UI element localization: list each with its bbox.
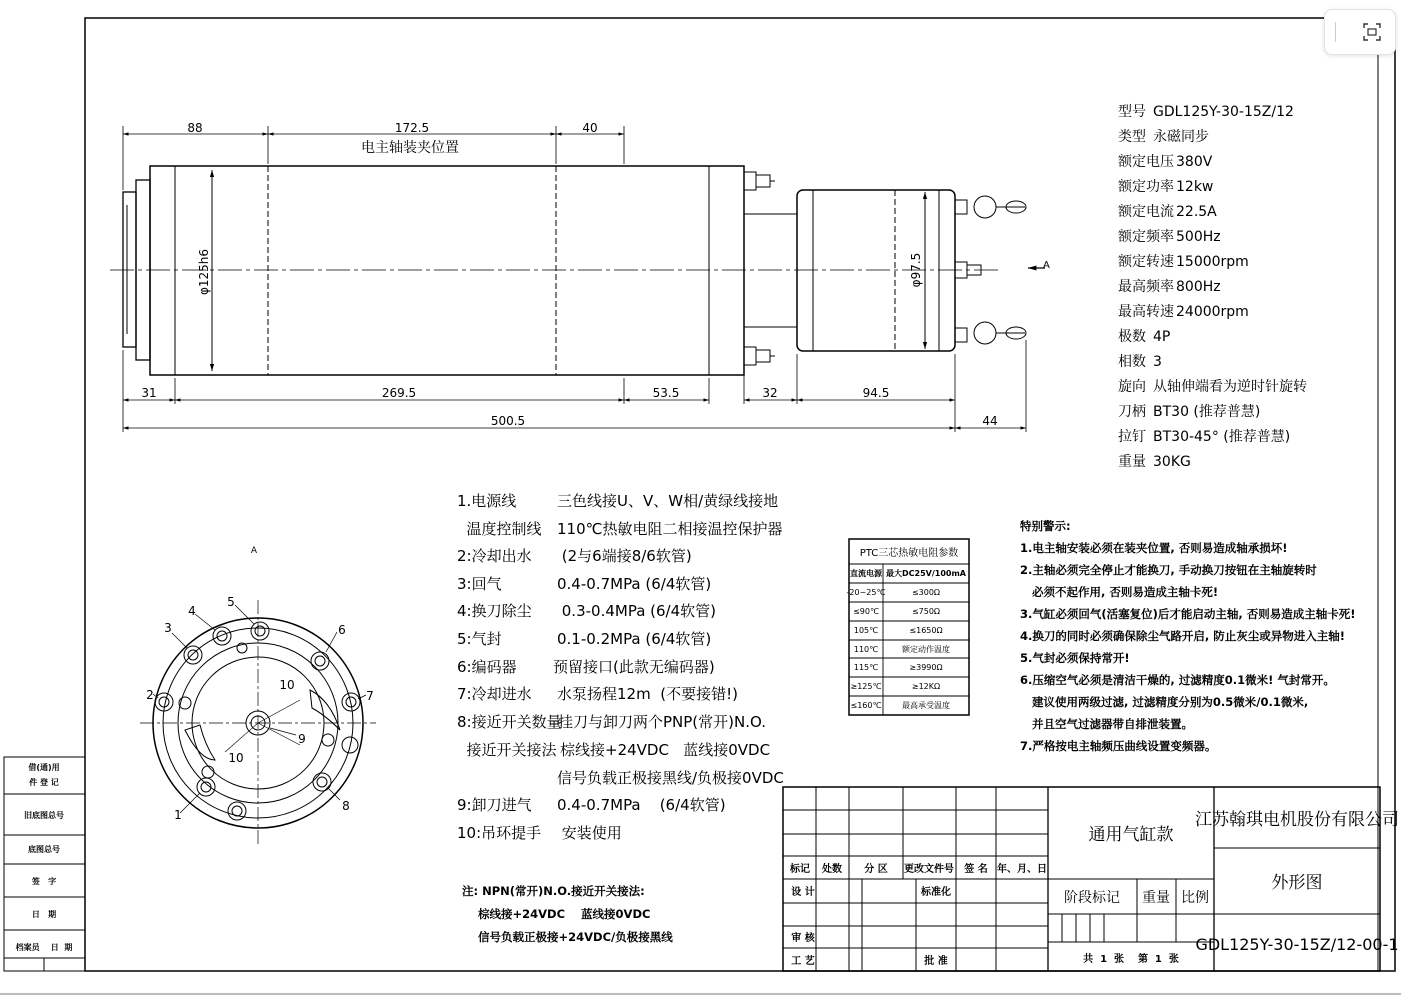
spec-row (1118, 378, 1307, 395)
svg-text:标记: 标记 (790, 864, 810, 875)
svg-text:拉钉: 拉钉 (1118, 429, 1146, 445)
svg-text:件 登 记: 件 登 记 (29, 778, 59, 787)
svg-text:阶段标记: 阶段标记 (1064, 890, 1120, 906)
svg-text:日 期: 日 期 (31, 910, 57, 919)
svg-text:旋向: 旋向 (1118, 379, 1146, 395)
svg-text:刀柄: 刀柄 (1118, 404, 1146, 420)
dimension-lines (123, 126, 1026, 432)
port-label: 8 (342, 799, 350, 813)
svg-text:1.电源线: 1.电源线 (457, 492, 517, 510)
connection-row (457, 630, 711, 648)
svg-text:旧底图总号: 旧底图总号 (24, 811, 64, 820)
spec-row (1118, 328, 1170, 345)
side-block-labels (16, 762, 73, 952)
toolbar-divider (1335, 22, 1336, 42)
svg-text:设 计: 设 计 (791, 887, 815, 898)
svg-text:更改文件号: 更改文件号 (904, 864, 954, 875)
ptc-cell: ≤90℃ (853, 607, 879, 616)
svg-text:类型: 类型 (1118, 129, 1146, 145)
svg-text:7.严格按电主轴频压曲线设置变频器。: 7.严格按电主轴频压曲线设置变频器。 (1020, 739, 1217, 753)
svg-text:接近开关接法: 接近开关接法 (457, 741, 557, 759)
svg-text:从轴伸端看为逆时针旋转: 从轴伸端看为逆时针旋转 (1153, 379, 1307, 395)
svg-text:额定功率: 额定功率 (1118, 179, 1174, 195)
svg-text:0.1-0.2MPa (6/4软管): 0.1-0.2MPa (6/4软管) (557, 630, 712, 648)
svg-text:建议使用两级过滤, 过滤精度分别为0.5微米/0.1微米,: 建议使用两级过滤, 过滤精度分别为0.5微米/0.1微米, (1020, 695, 1309, 709)
ptc-header: 直流电源 (850, 569, 882, 578)
port-label: 1 (174, 808, 182, 822)
port-label: 9 (298, 732, 306, 746)
svg-text:批 准: 批 准 (924, 956, 948, 967)
dim-text-31: 31 (141, 386, 157, 400)
svg-text:共 1 张 第 1 张: 共 1 张 第 1 张 (1083, 954, 1179, 965)
svg-text:最高频率: 最高频率 (1118, 279, 1174, 295)
svg-text:额定电流: 额定电流 (1118, 204, 1174, 220)
port-label: 10 (279, 678, 295, 692)
ptc-cell: ≤300Ω (911, 588, 941, 597)
port-label: 2 (146, 688, 154, 702)
svg-text:0.3-0.4MPa (6/4软管): 0.3-0.4MPa (6/4软管) (557, 602, 717, 620)
connection-row (457, 824, 622, 842)
ptc-cell: ≥3990Ω (909, 663, 943, 672)
dim-text-53-5: 53.5 (652, 386, 680, 400)
svg-text:安装使用: 安装使用 (557, 824, 622, 842)
svg-text:棕线接+24VDC 蓝线接0VDC: 棕线接+24VDC 蓝线接0VDC (462, 907, 651, 921)
svg-text:温度控制线: 温度控制线 (457, 520, 542, 538)
svg-text:3:回气: 3:回气 (457, 575, 502, 593)
warnings-title: 特别警示: (1020, 519, 1071, 533)
svg-text:处数: 处数 (822, 864, 842, 875)
connection-row (457, 658, 715, 676)
svg-text:5.气封必须保持常开!: 5.气封必须保持常开! (1020, 651, 1130, 665)
svg-text:800Hz: 800Hz (1176, 279, 1221, 295)
ptc-cell: -20~25℃ (846, 588, 886, 597)
svg-text:12kw: 12kw (1176, 179, 1214, 195)
svg-text:底图总号: 底图总号 (28, 845, 60, 854)
fullscreen-icon (1363, 23, 1381, 41)
ptc-table-title: PTC三芯热敏电阻参数 (859, 548, 959, 559)
connection-row (457, 741, 770, 759)
ptc-cell: 115℃ (853, 663, 879, 672)
svg-text:9:卸刀进气: 9:卸刀进气 (457, 796, 532, 814)
svg-text:10:吊环提手: 10:吊环提手 (457, 824, 542, 842)
fullscreen-button[interactable] (1324, 9, 1396, 55)
connection-row (457, 520, 782, 538)
side-registration-block (4, 757, 85, 971)
svg-text:极数: 极数 (1118, 329, 1146, 345)
connection-notes (457, 492, 784, 842)
drawing-name: 外形图 (1271, 873, 1323, 893)
dim-text-172-5: 172.5 (394, 121, 430, 135)
port-label: 7 (366, 689, 374, 703)
company-name: 江苏翰琪电机股份有限公司 (1195, 810, 1399, 830)
connection-row (457, 685, 738, 703)
spec-row (1118, 253, 1249, 270)
svg-text:重量: 重量 (1142, 890, 1170, 906)
svg-text:棕线接+24VDC 蓝线接0VDC: 棕线接+24VDC 蓝线接0VDC (560, 741, 771, 759)
svg-text:档案员 日 期: 档案员 日 期 (15, 943, 73, 952)
ptc-cell: ≥125℃ (850, 682, 882, 691)
svg-text:6:编码器: 6:编码器 (457, 658, 517, 676)
svg-text:并且空气过滤器带自排泄装置。: 并且空气过滤器带自排泄装置。 (1020, 717, 1194, 731)
spec-row (1118, 454, 1191, 470)
svg-text:签 名: 签 名 (964, 864, 988, 875)
dim-text-40: 40 (582, 121, 598, 135)
port-label: 4 (188, 604, 196, 618)
dia-motor-label: φ97.5 (909, 252, 923, 288)
svg-text:3: 3 (1153, 354, 1162, 370)
spindle-side-view (110, 166, 1045, 375)
svg-text:4P: 4P (1153, 329, 1171, 345)
svg-text:审 核: 审 核 (791, 933, 815, 944)
ptc-cell: 额定动作温度 (902, 645, 950, 654)
dia-body-label: φ125h6 (197, 248, 211, 296)
svg-text:额定转速: 额定转速 (1118, 254, 1174, 270)
svg-text:预留接口(此款无编码器): 预留接口(此款无编码器) (553, 658, 715, 676)
spec-row (1118, 403, 1260, 420)
spec-row (1118, 203, 1217, 220)
svg-text:重量: 重量 (1118, 454, 1146, 470)
ptc-cell: ≤1650Ω (909, 626, 943, 635)
dim-text-44: 44 (982, 414, 998, 428)
svg-text:标准化: 标准化 (921, 887, 951, 898)
svg-text:6.压缩空气必须是清洁干燥的, 过滤精度0.1微米! 气封常: 6.压缩空气必须是清洁干燥的, 过滤精度0.1微米! 气封常开。 (1020, 673, 1335, 687)
spec-row (1118, 428, 1290, 445)
spec-row (1118, 303, 1249, 320)
svg-text:签 字: 签 字 (31, 877, 57, 886)
svg-text:年、月、日: 年、月、日 (997, 864, 1047, 875)
svg-text:3.气缸必须回气(活塞复位)后才能启动主轴, 否则易造成主轴: 3.气缸必须回气(活塞复位)后才能启动主轴, 否则易造成主轴卡死! (1020, 607, 1356, 621)
spec-row (1118, 353, 1162, 370)
connection-row (457, 492, 778, 510)
svg-text:24000rpm: 24000rpm (1176, 304, 1249, 320)
ptc-cell: 最高承受温度 (902, 701, 950, 710)
svg-text:永磁同步: 永磁同步 (1153, 129, 1209, 145)
svg-text:信号负载正极接黑线/负极接0VDC: 信号负载正极接黑线/负极接0VDC (557, 769, 784, 787)
connection-row (457, 547, 692, 565)
connection-row (557, 769, 784, 787)
svg-text:4:换刀除尘: 4:换刀除尘 (457, 602, 532, 620)
svg-text:(2与6端接8/6软管): (2与6端接8/6软管) (557, 547, 692, 565)
svg-text:必须不起作用, 否则易造成主轴卡死!: 必须不起作用, 否则易造成主轴卡死! (1020, 585, 1219, 599)
connection-row (457, 575, 711, 593)
ptc-rows (847, 588, 950, 710)
ptc-cell: ≤160℃ (850, 701, 882, 710)
spec-row (1118, 153, 1213, 170)
ptc-cell: 110℃ (853, 645, 879, 654)
svg-text:15000rpm: 15000rpm (1176, 254, 1249, 270)
svg-text:BT30-45° (推荐普慧): BT30-45° (推荐普慧) (1153, 429, 1291, 445)
dim-text-269-5: 269.5 (381, 386, 417, 400)
svg-text:2:冷却出水: 2:冷却出水 (457, 547, 532, 565)
ptc-header: 最大DC25V/100mA (886, 569, 966, 578)
connection-row (457, 602, 716, 620)
spec-list (1118, 103, 1307, 470)
clamp-position-label: 电主轴装夹位置 (361, 140, 459, 156)
svg-text:8:接近开关数量: 8:接近开关数量 (457, 713, 562, 731)
svg-text:0.4-0.7MPa (6/4软管): 0.4-0.7MPa (6/4软管) (557, 796, 726, 814)
svg-text:110℃热敏电阻二相接温控保护器: 110℃热敏电阻二相接温控保护器 (557, 520, 783, 538)
dim-text-94-5: 94.5 (862, 386, 890, 400)
spec-row (1118, 128, 1209, 145)
svg-text:7:冷却进水: 7:冷却进水 (457, 685, 532, 703)
drawing-number: GDL125Y-30-15Z/12-00-1 (1195, 935, 1399, 954)
svg-text:信号负载正极接+24VDC/负极接黑线: 信号负载正极接+24VDC/负极接黑线 (462, 930, 673, 944)
npn-note (462, 884, 673, 944)
section-mark-a: A (1043, 260, 1050, 271)
ptc-cell: ≤750Ω (911, 607, 941, 616)
port-label: 10 (228, 751, 244, 765)
svg-text:注: NPN(常开)N.O.接近开关接法:: 注: NPN(常开)N.O.接近开关接法: (462, 884, 645, 898)
ptc-cell: 105℃ (853, 626, 879, 635)
connection-row (457, 796, 726, 814)
ptc-cell: ≥12KΩ (911, 682, 941, 691)
port-label: 5 (227, 595, 235, 609)
view-a-label: A (250, 546, 258, 556)
spec-row (1118, 103, 1294, 120)
svg-text:相数: 相数 (1118, 354, 1146, 370)
svg-text:型号: 型号 (1118, 104, 1146, 120)
svg-text:额定频率: 额定频率 (1118, 229, 1174, 245)
svg-text:380V: 380V (1176, 154, 1213, 170)
svg-text:水泵扬程12m (不要接错!): 水泵扬程12m (不要接错!) (557, 685, 738, 703)
svg-text:22.5A: 22.5A (1176, 204, 1217, 220)
svg-text:500Hz: 500Hz (1176, 229, 1221, 245)
svg-text:30KG: 30KG (1153, 454, 1191, 470)
svg-text:GDL125Y-30-15Z/12: GDL125Y-30-15Z/12 (1153, 104, 1294, 120)
svg-text:比例: 比例 (1181, 890, 1209, 906)
port-label: 6 (338, 623, 346, 637)
dim-text-500-5: 500.5 (490, 414, 526, 428)
special-warnings (1020, 519, 1356, 753)
svg-text:BT30 (推荐普慧): BT30 (推荐普慧) (1153, 404, 1261, 420)
svg-text:挂刀与卸刀两个PNP(常开)N.O.: 挂刀与卸刀两个PNP(常开)N.O. (558, 713, 766, 731)
svg-text:5:气封: 5:气封 (457, 630, 502, 648)
spec-row (1118, 278, 1221, 295)
svg-text:三色线接U、V、W相/黄绿线接地: 三色线接U、V、W相/黄绿线接地 (557, 492, 779, 510)
svg-text:0.4-0.7MPa (6/4软管): 0.4-0.7MPa (6/4软管) (557, 575, 712, 593)
spec-row (1118, 178, 1213, 195)
svg-text:4.换刀的同时必须确保除尘气路开启, 防止灰尘或异物进入主轴: 4.换刀的同时必须确保除尘气路开启, 防止灰尘或异物进入主轴! (1020, 629, 1345, 643)
connection-row (457, 713, 766, 731)
port-label: 3 (164, 621, 172, 635)
svg-text:1.电主轴安装必须在装夹位置, 否则易造成轴承损坏!: 1.电主轴安装必须在装夹位置, 否则易造成轴承损坏! (1020, 541, 1288, 555)
svg-text:最高转速: 最高转速 (1118, 304, 1174, 320)
svg-text:额定电压: 额定电压 (1118, 154, 1174, 170)
dim-text-88: 88 (187, 121, 203, 135)
svg-text:分 区: 分 区 (864, 864, 888, 875)
svg-text:2.主轴必须完全停止才能换刀, 手动换刀按钮在主轴旋转时: 2.主轴必须完全停止才能换刀, 手动换刀按钮在主轴旋转时 (1020, 563, 1317, 577)
svg-text:工 艺: 工 艺 (791, 956, 815, 967)
spec-row (1118, 228, 1221, 245)
product-variant: 通用气缸款 (1088, 825, 1174, 845)
svg-text:借(通)用: 借(通)用 (28, 763, 60, 772)
dim-text-32: 32 (762, 386, 778, 400)
